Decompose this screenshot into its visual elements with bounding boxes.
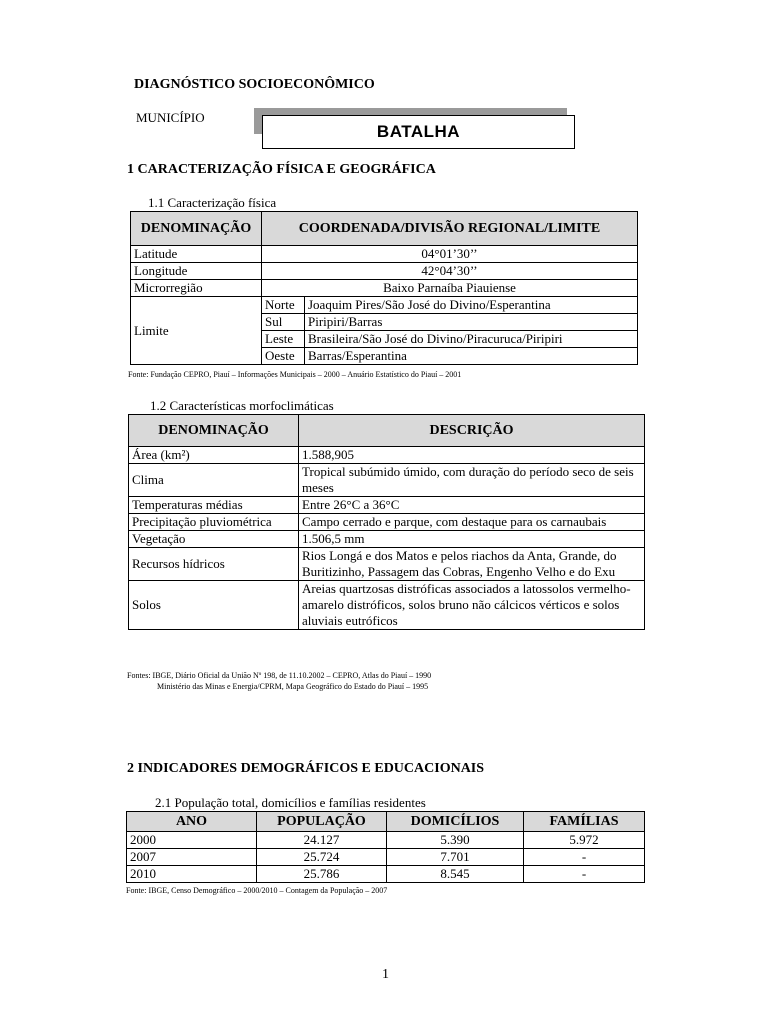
row-value: Entre 26°C a 36°C [299,497,645,514]
row-label: Latitude [131,246,262,263]
row-label: Microrregião [131,280,262,297]
column-header: DESCRIÇÃO [299,415,645,447]
table-row [129,447,645,464]
section1-2-heading: 1.2 Características morfoclimáticas [150,398,334,413]
households-cell: 8.545 [387,866,524,883]
limite-direction: Sul [262,314,305,331]
row-label: Solos [129,581,299,630]
households-cell: 5.390 [387,832,524,849]
table-row [129,497,645,514]
row-label: Clima [129,464,299,497]
row-value: Campo cerrado e parque, com destaque para os carnaubais [299,514,645,531]
table-source-note: Fonte: Fundação CEPRO, Piauí – Informações Municipais – 2000 – Anuário Estatístico do Piauí – 2001 [128,370,462,379]
physical-characterization-table [130,211,638,365]
column-header: COORDENADA/DIVISÃO REGIONAL/LIMITE [262,212,638,246]
table-row [131,263,638,280]
limite-direction: Leste [262,331,305,348]
limite-direction: Norte [262,297,305,314]
table-row [129,514,645,531]
column-header: DENOMINAÇÃO [129,415,299,447]
row-label: Área (km²) [129,447,299,464]
year-cell: 2010 [127,866,257,883]
municipio-name: BATALHA [262,115,575,149]
year-cell: 2000 [127,832,257,849]
row-value: 04°01’30’’ [262,246,638,263]
table-row [127,849,645,866]
limite-value: Brasileira/São José do Divino/Piracuruca/Piripiri [305,331,638,348]
table-row [129,581,645,630]
year-cell: 2007 [127,849,257,866]
row-value: Areias quartzosas distróficas associados a latossolos vermelho-amarelo distróficos, solos bruno não cálcicos vérticos e solos aluviais eutróficos [299,581,645,630]
section2-heading: 2 INDICADORES DEMOGRÁFICOS E EDUCACIONAIS [127,761,485,776]
table-row [129,548,645,581]
table-source-note: Ministério das Minas e Energia/CPRM, Mapa Geográfico do Estado do Piauí – 1995 [157,682,429,691]
column-header: DENOMINAÇÃO [131,212,262,246]
row-label: Longitude [131,263,262,280]
document-title: DIAGNÓSTICO SOCIOECONÔMICO [134,77,375,92]
table-source-note: Fontes: IBGE, Diário Oficial da União Nº 198, de 11.10.2002 – CEPRO, Atlas do Piauí – 1990 [127,671,432,680]
limite-value: Piripiri/Barras [305,314,638,331]
table-row [129,531,645,548]
page-number: 1 [382,967,389,982]
municipio-label: MUNICÍPIO [136,110,205,125]
population-cell: 25.786 [257,866,387,883]
section1-1-heading: 1.1 Caracterização física [148,195,277,210]
section1-heading: 1 CARACTERIZAÇÃO FÍSICA E GEOGRÁFICA [127,162,436,177]
limite-direction: Oeste [262,348,305,365]
families-cell: - [524,849,645,866]
table-row [131,297,638,314]
row-value: 1.506,5 mm [299,531,645,548]
row-label: Vegetação [129,531,299,548]
row-label: Temperaturas médias [129,497,299,514]
column-header: POPULAÇÃO [257,812,387,832]
limite-value: Joaquim Pires/São José do Divino/Esperantina [305,297,638,314]
households-cell: 7.701 [387,849,524,866]
population-table [126,811,645,883]
table-row [127,866,645,883]
row-label: Precipitação pluviométrica [129,514,299,531]
table-row [127,832,645,849]
row-value: 1.588,905 [299,447,645,464]
row-value: 42°04’30’’ [262,263,638,280]
column-header: FAMÍLIAS [524,812,645,832]
table-row [131,280,638,297]
morphoclimatic-table [128,414,645,630]
row-label: Recursos hídricos [129,548,299,581]
families-cell: - [524,866,645,883]
column-header: ANO [127,812,257,832]
row-value: Baixo Parnaíba Piauiense [262,280,638,297]
row-value: Tropical subúmido úmido, com duração do período seco de seis meses [299,464,645,497]
section2-1-heading: 2.1 População total, domicílios e famílias residentes [155,795,426,810]
row-label: Limite [131,297,262,365]
table-source-note: Fonte: IBGE, Censo Demográfico – 2000/2010 – Contagem da População – 2007 [126,886,388,895]
families-cell: 5.972 [524,832,645,849]
column-header: DOMICÍLIOS [387,812,524,832]
population-cell: 24.127 [257,832,387,849]
row-value: Rios Longá e dos Matos e pelos riachos da Anta, Grande, do Buritizinho, Passagem das Cobras, Engenho Velho e do Exu [299,548,645,581]
table-row [131,246,638,263]
limite-value: Barras/Esperantina [305,348,638,365]
population-cell: 25.724 [257,849,387,866]
table-row [129,464,645,497]
